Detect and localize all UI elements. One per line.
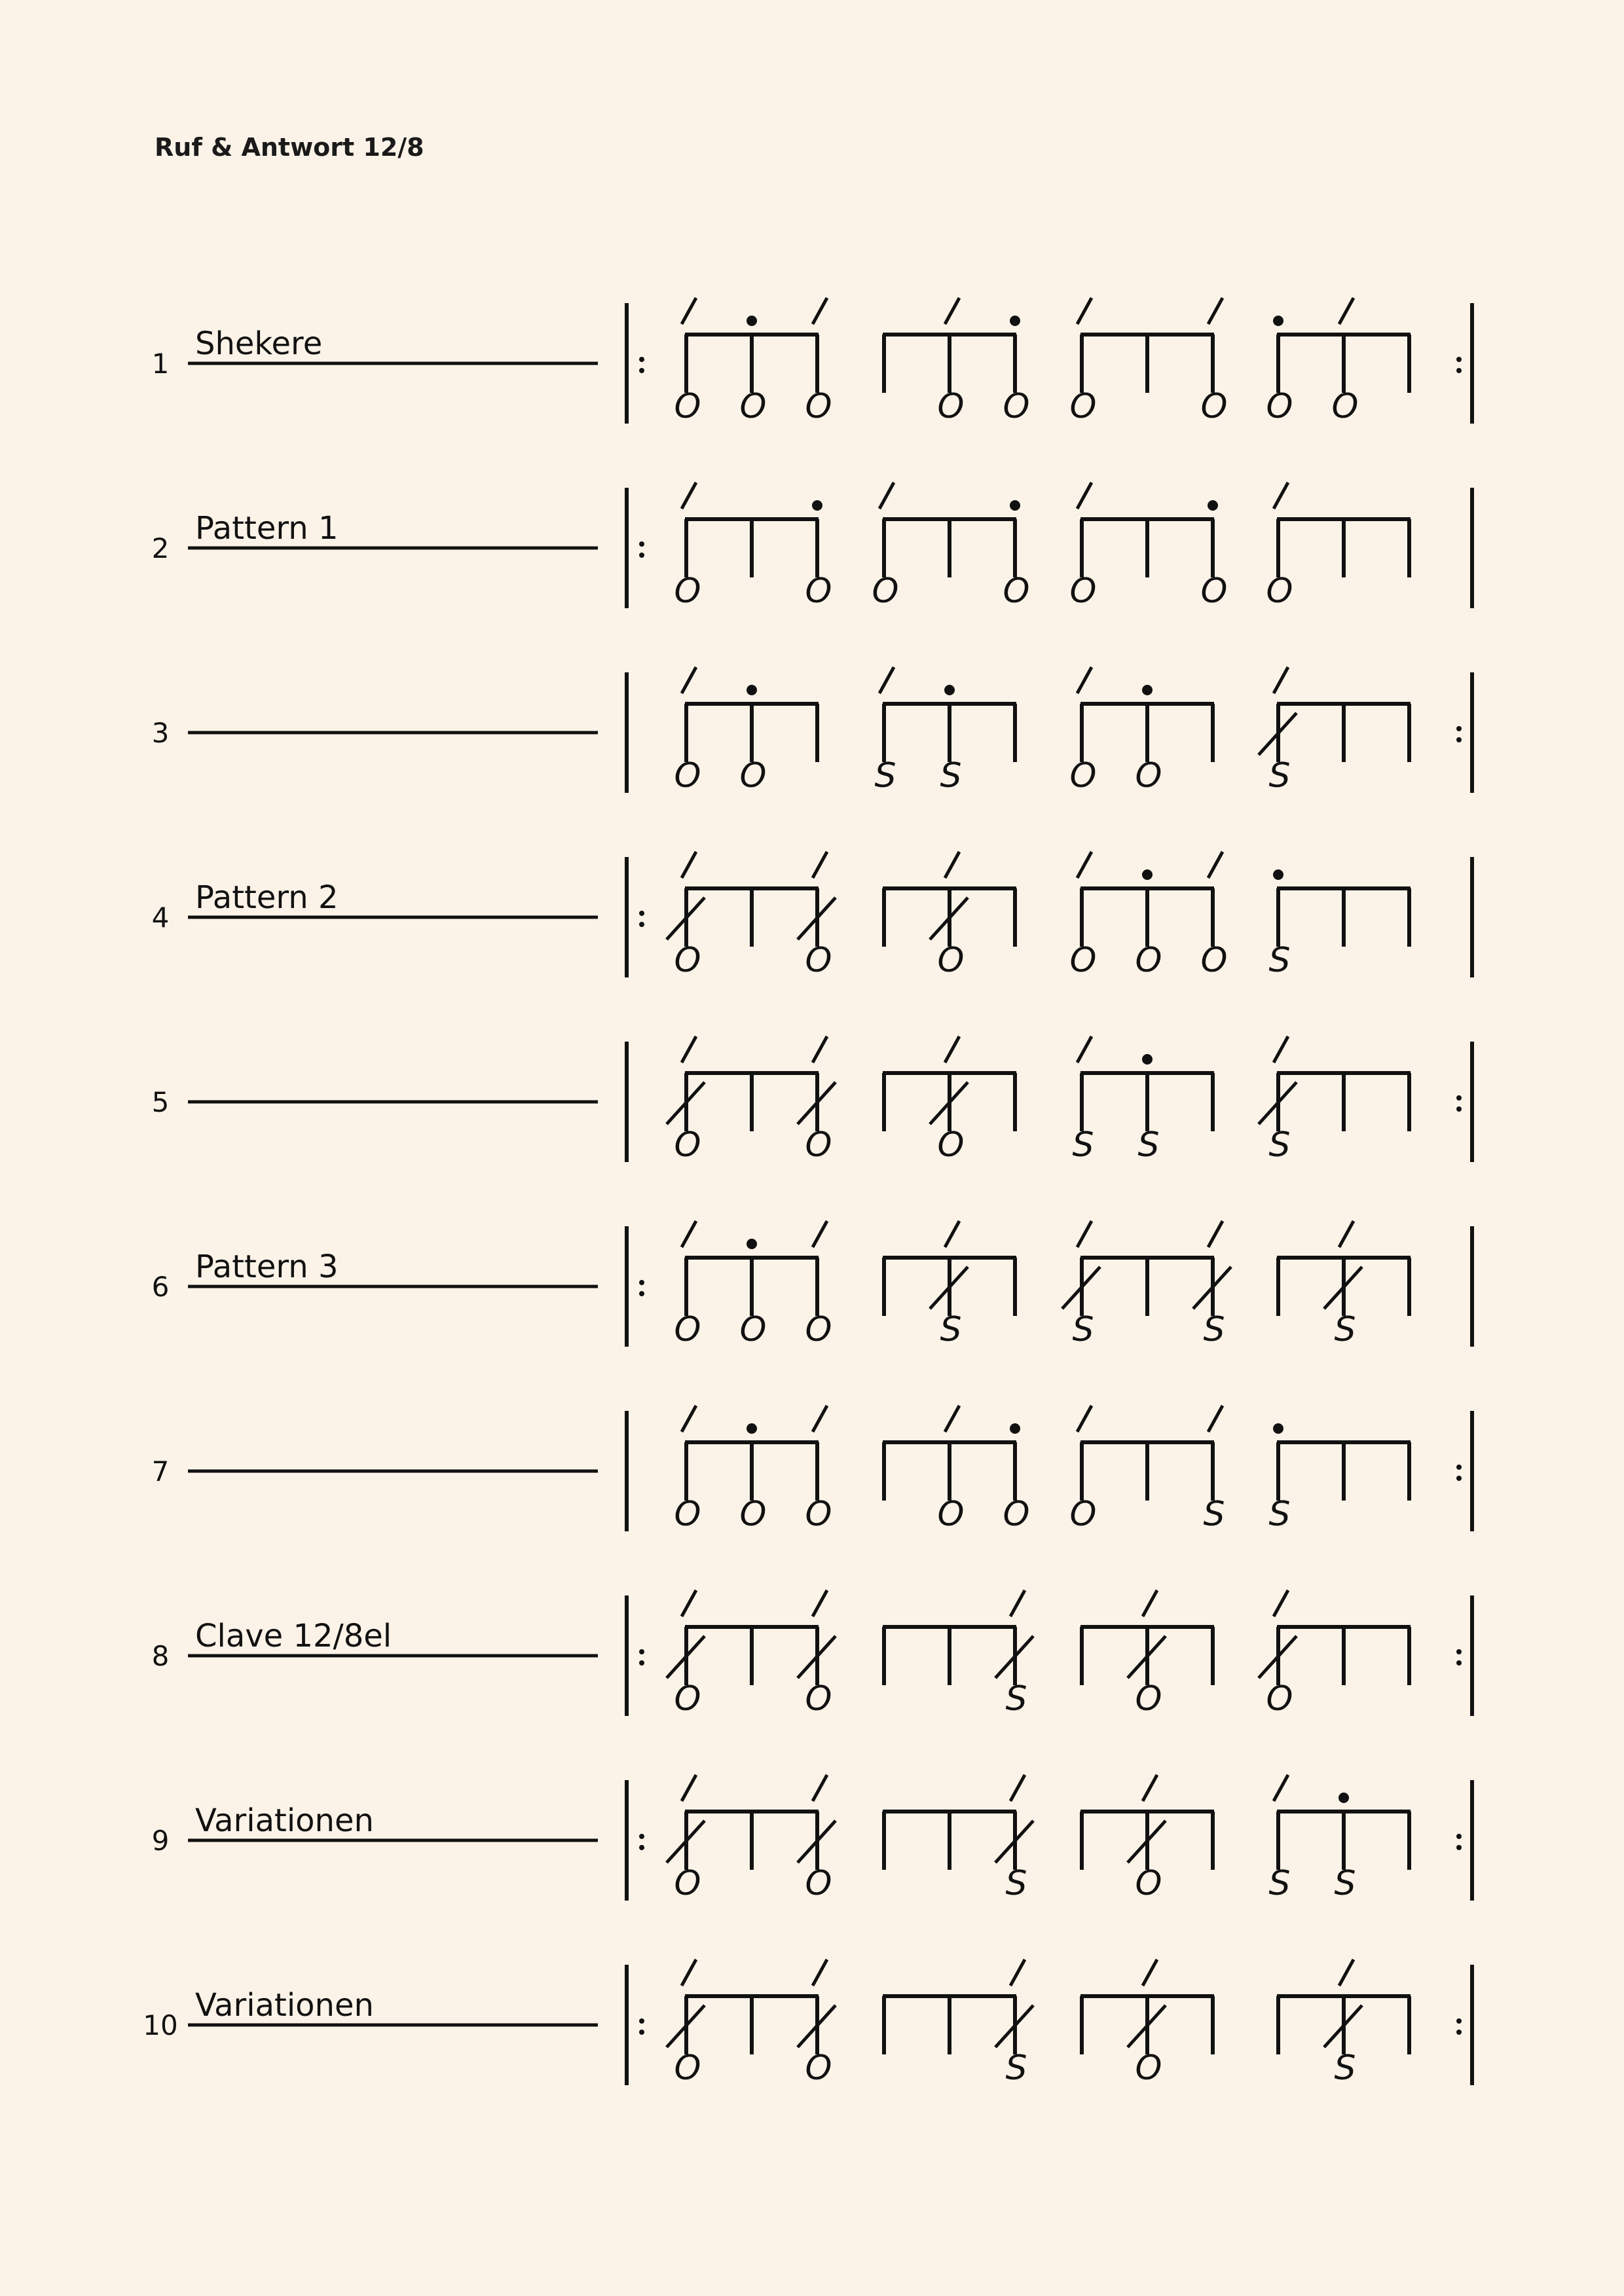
- accent-dot: [1010, 1423, 1020, 1434]
- repeat-dot: [639, 2030, 644, 2035]
- slap-tone: S: [1334, 1864, 1356, 1903]
- repeat-dot: [1456, 737, 1462, 742]
- open-tone: O: [739, 1495, 767, 1534]
- repeat-dot: [1456, 1465, 1462, 1470]
- open-tone: O: [805, 1310, 832, 1349]
- accent-mark: [879, 483, 894, 509]
- open-tone: O: [739, 1310, 767, 1349]
- open-tone: O: [1266, 387, 1293, 426]
- accent-dot: [1010, 316, 1020, 326]
- beat-group: [883, 1959, 1033, 2088]
- repeat-dot: [1456, 726, 1462, 731]
- open-tone: O: [1069, 1495, 1097, 1534]
- accent-mark: [813, 1590, 827, 1616]
- repeat-dot: [1456, 1834, 1462, 1839]
- accent-mark: [813, 1775, 827, 1801]
- rhythm-row: [152, 1590, 1472, 1719]
- open-tone: O: [805, 1679, 832, 1719]
- rhythm-row: [152, 852, 1472, 980]
- accent-dot: [747, 316, 757, 326]
- beat-group: [1072, 1036, 1214, 1165]
- beat-group: [883, 1221, 1016, 1349]
- beat-group: [667, 1959, 836, 2088]
- beat-group: [1277, 1221, 1411, 1349]
- open-tone: O: [674, 1679, 701, 1719]
- repeat-dot: [639, 1649, 644, 1654]
- accent-mark: [813, 852, 827, 878]
- open-tone: O: [1135, 1679, 1162, 1719]
- slap-tone: S: [1268, 1495, 1291, 1534]
- open-tone: O: [1069, 756, 1097, 795]
- slap-tone: S: [1268, 756, 1291, 795]
- row-number: 3: [151, 717, 170, 749]
- open-tone: O: [937, 387, 965, 426]
- accent-mark: [945, 852, 959, 878]
- beat-group: [883, 1406, 1029, 1534]
- open-tone: O: [1135, 756, 1162, 795]
- beat-group: [883, 1036, 1016, 1165]
- accent-dot: [1142, 1054, 1153, 1065]
- repeat-dot: [639, 1834, 644, 1839]
- accent-dot: [1142, 685, 1153, 695]
- repeat-dot: [1456, 368, 1462, 373]
- open-tone: O: [805, 1864, 832, 1903]
- open-tone: O: [1135, 941, 1162, 980]
- page-title: Ruf & Antwort 12/8: [155, 133, 424, 162]
- slap-tone: S: [1334, 1310, 1356, 1349]
- beat-group: [667, 852, 836, 980]
- repeat-dot: [1456, 1095, 1462, 1101]
- accent-dot: [1208, 500, 1218, 511]
- row-number: 9: [151, 1825, 170, 1857]
- repeat-dot: [639, 922, 644, 927]
- row-label: Variationen: [195, 1987, 374, 2024]
- accent-mark: [682, 1590, 696, 1616]
- rhythm-rows: [143, 298, 1472, 2088]
- accent-mark: [682, 1221, 696, 1247]
- accent-mark: [945, 1221, 959, 1247]
- slap-tone: S: [1005, 1679, 1027, 1719]
- accent-mark: [813, 1221, 827, 1247]
- open-tone: O: [674, 756, 701, 795]
- accent-dot: [747, 685, 757, 695]
- beat-group: [1080, 1590, 1214, 1719]
- accent-mark: [1274, 483, 1288, 509]
- repeat-dot: [1456, 1660, 1462, 1666]
- accent-dot: [1273, 1423, 1283, 1434]
- accent-mark: [1077, 852, 1092, 878]
- open-tone: O: [674, 572, 701, 611]
- accent-mark: [945, 1406, 959, 1432]
- open-tone: O: [805, 1495, 832, 1534]
- open-tone: O: [674, 387, 701, 426]
- open-tone: O: [805, 387, 832, 426]
- accent-mark: [813, 298, 827, 324]
- accent-mark: [1010, 1590, 1025, 1616]
- row-number: 6: [151, 1271, 170, 1303]
- accent-mark: [1208, 1221, 1223, 1247]
- open-tone: O: [937, 1125, 965, 1165]
- open-tone: O: [1003, 572, 1030, 611]
- open-tone: O: [1266, 572, 1293, 611]
- open-tone: O: [674, 1125, 701, 1165]
- accent-mark: [813, 1959, 827, 1986]
- open-tone: O: [1200, 941, 1228, 980]
- row-label: Clave 12/8el: [195, 1618, 392, 1654]
- beat-group: [667, 1590, 836, 1719]
- accent-mark: [1077, 1036, 1092, 1063]
- beat-group: [674, 1406, 832, 1534]
- open-tone: O: [674, 941, 701, 980]
- accent-mark: [945, 1036, 959, 1063]
- beat-group: [883, 852, 1016, 980]
- accent-mark: [813, 1406, 827, 1432]
- accent-mark: [1077, 1221, 1092, 1247]
- open-tone: O: [1069, 941, 1097, 980]
- open-tone: O: [937, 1495, 965, 1534]
- accent-dot: [1010, 500, 1020, 511]
- beat-group: [1277, 1959, 1411, 2088]
- accent-mark: [682, 1775, 696, 1801]
- accent-mark: [1274, 1590, 1288, 1616]
- open-tone: O: [739, 387, 767, 426]
- accent-mark: [1208, 298, 1223, 324]
- open-tone: O: [674, 2049, 701, 2088]
- rhythm-row: [152, 1775, 1472, 1903]
- open-tone: O: [739, 756, 767, 795]
- row-number: 2: [151, 532, 170, 564]
- slap-tone: S: [1005, 2049, 1027, 2088]
- repeat-dot: [639, 911, 644, 916]
- slap-tone: S: [874, 756, 896, 795]
- open-tone: O: [805, 572, 832, 611]
- row-number: 8: [151, 1640, 170, 1672]
- beat-group: [1080, 1775, 1214, 1903]
- open-tone: O: [674, 1495, 701, 1534]
- beat-group: [1259, 667, 1411, 795]
- beat-group: [1080, 1959, 1214, 2088]
- accent-mark: [1208, 1406, 1223, 1432]
- beat-group: [1070, 298, 1228, 426]
- beat-group: [674, 298, 832, 426]
- accent-dot: [747, 1423, 757, 1434]
- beat-group: [1070, 852, 1228, 980]
- repeat-dot: [1456, 2018, 1462, 2024]
- beat-group: [667, 1775, 836, 1903]
- accent-mark: [1339, 1221, 1354, 1247]
- slap-tone: S: [1137, 1125, 1160, 1165]
- repeat-dot: [639, 1845, 644, 1850]
- beat-group: [1268, 1423, 1411, 1534]
- accent-mark: [1339, 1959, 1354, 1986]
- accent-dot: [1142, 869, 1153, 880]
- accent-dot: [747, 1239, 757, 1249]
- open-tone: O: [1200, 572, 1228, 611]
- rhythm-row: [152, 483, 1472, 611]
- beat-group: [883, 1775, 1033, 1903]
- repeat-dot: [1456, 1106, 1462, 1112]
- beat-group: [674, 483, 832, 611]
- row-label: Pattern 1: [195, 510, 339, 547]
- repeat-dot: [639, 1280, 644, 1285]
- accent-dot: [944, 685, 955, 695]
- accent-mark: [682, 298, 696, 324]
- accent-mark: [945, 298, 959, 324]
- open-tone: O: [674, 1864, 701, 1903]
- beat-group: [1268, 869, 1411, 980]
- open-tone: O: [1069, 572, 1097, 611]
- row-number: 7: [151, 1455, 170, 1487]
- open-tone: O: [805, 1125, 832, 1165]
- repeat-dot: [639, 1660, 644, 1666]
- accent-mark: [1208, 852, 1223, 878]
- repeat-dot: [1456, 357, 1462, 362]
- slap-tone: S: [1203, 1495, 1225, 1534]
- slap-tone: S: [1203, 1310, 1225, 1349]
- beat-group: [1070, 1406, 1225, 1534]
- beat-group: [1070, 483, 1228, 611]
- open-tone: O: [1266, 1679, 1293, 1719]
- accent-mark: [1143, 1590, 1157, 1616]
- slap-tone: S: [940, 756, 962, 795]
- rhythm-row: [152, 298, 1472, 426]
- row-number: 1: [151, 348, 170, 380]
- accent-mark: [682, 1406, 696, 1432]
- open-tone: O: [1331, 387, 1359, 426]
- accent-mark: [1077, 298, 1092, 324]
- rhythm-row: [152, 1221, 1472, 1349]
- open-tone: O: [1200, 387, 1228, 426]
- open-tone: O: [805, 2049, 832, 2088]
- beat-group: [872, 483, 1030, 611]
- repeat-dot: [639, 553, 644, 558]
- open-tone: O: [1003, 1495, 1030, 1534]
- open-tone: O: [674, 1310, 701, 1349]
- repeat-dot: [639, 1291, 644, 1296]
- beat-group: [667, 1036, 836, 1165]
- accent-mark: [1274, 1775, 1288, 1801]
- beat-group: [883, 298, 1029, 426]
- open-tone: O: [1069, 387, 1097, 426]
- accent-mark: [1143, 1959, 1157, 1986]
- rhythm-row: [152, 1036, 1472, 1165]
- beat-group: [883, 1590, 1033, 1719]
- accent-mark: [1143, 1775, 1157, 1801]
- repeat-dot: [1456, 1649, 1462, 1654]
- accent-mark: [1274, 1036, 1288, 1063]
- row-number: 5: [151, 1086, 170, 1118]
- accent-mark: [1274, 667, 1288, 693]
- open-tone: O: [1135, 1864, 1162, 1903]
- repeat-dot: [1456, 2030, 1462, 2035]
- accent-mark: [682, 483, 696, 509]
- slap-tone: S: [1334, 2049, 1356, 2088]
- row-number: 4: [151, 902, 170, 934]
- accent-mark: [1010, 1959, 1025, 1986]
- slap-tone: S: [1268, 1125, 1291, 1165]
- open-tone: O: [872, 572, 899, 611]
- row-label: Pattern 2: [195, 879, 339, 916]
- repeat-dot: [1456, 1845, 1462, 1850]
- open-tone: O: [1003, 387, 1030, 426]
- beat-group: [1259, 1590, 1411, 1719]
- beat-group: [1259, 1036, 1411, 1165]
- rhythm-row: [152, 1406, 1472, 1534]
- row-label: Pattern 3: [195, 1248, 339, 1285]
- rhythm-row: [143, 1959, 1472, 2088]
- beat-group: [674, 667, 819, 795]
- slap-tone: S: [1072, 1125, 1094, 1165]
- row-label: Variationen: [195, 1802, 374, 1839]
- rhythm-row: [152, 667, 1472, 795]
- slap-tone: S: [1268, 1864, 1291, 1903]
- accent-dot: [1273, 869, 1283, 880]
- slap-tone: S: [940, 1310, 962, 1349]
- open-tone: O: [805, 941, 832, 980]
- repeat-dot: [639, 368, 644, 373]
- row-number: 10: [143, 2009, 178, 2041]
- accent-dot: [1273, 316, 1283, 326]
- accent-mark: [1010, 1775, 1025, 1801]
- repeat-dot: [639, 541, 644, 547]
- repeat-dot: [1456, 1476, 1462, 1481]
- beat-group: [1268, 1775, 1411, 1903]
- slap-tone: S: [1005, 1864, 1027, 1903]
- accent-mark: [1077, 1406, 1092, 1432]
- accent-mark: [682, 852, 696, 878]
- accent-mark: [1077, 483, 1092, 509]
- accent-dot: [1338, 1793, 1349, 1803]
- accent-mark: [879, 667, 894, 693]
- repeat-dot: [639, 357, 644, 362]
- accent-dot: [812, 500, 822, 511]
- open-tone: O: [1135, 2049, 1162, 2088]
- beat-group: [1266, 298, 1411, 426]
- accent-mark: [682, 1959, 696, 1986]
- accent-mark: [1339, 298, 1354, 324]
- slap-tone: S: [1268, 941, 1291, 980]
- beat-group: [1062, 1221, 1231, 1349]
- slap-tone: S: [1072, 1310, 1094, 1349]
- row-label: Shekere: [195, 325, 323, 362]
- beat-group: [874, 667, 1016, 795]
- accent-mark: [682, 1036, 696, 1063]
- beat-group: [1266, 483, 1411, 611]
- beat-group: [674, 1221, 832, 1349]
- accent-mark: [1077, 667, 1092, 693]
- accent-mark: [682, 667, 696, 693]
- accent-mark: [813, 1036, 827, 1063]
- open-tone: O: [937, 941, 965, 980]
- beat-group: [1070, 667, 1214, 795]
- repeat-dot: [639, 2018, 644, 2024]
